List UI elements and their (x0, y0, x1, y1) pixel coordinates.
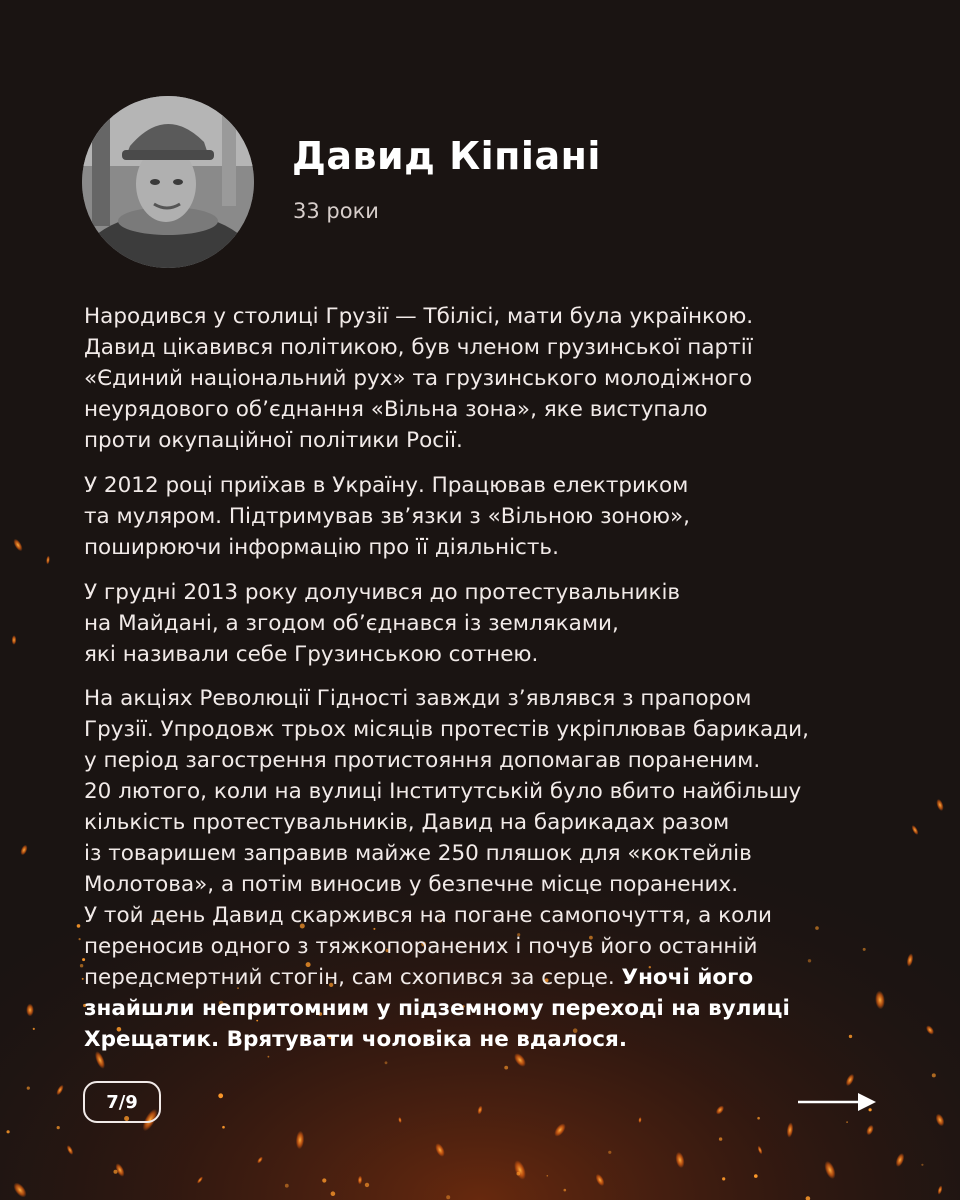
bio-paragraph-2 (84, 470, 690, 563)
bio-bold-line: Хрещатик. Врятувати чоловіка не вдалося. (84, 1027, 628, 1052)
bio-line: переносив одного з тяжкопоранених і почув його останній (84, 934, 758, 959)
person-age: 33 роки (293, 199, 379, 223)
bio-line: На акціях Революції Гідності завжди з’являвся з прапором (84, 686, 752, 711)
bio-line: Давид цікавився політикою, був членом грузинської партії (84, 335, 753, 360)
page-indicator: 7/9 (83, 1081, 161, 1123)
bio-line: на Майдані, а згодом об’єднався із земляками, (84, 611, 619, 636)
bio-line-mixed (84, 962, 809, 993)
bio-paragraph-4 (84, 683, 809, 1055)
bio-line: у період загострення протистояння допомагав пораненим. (84, 748, 761, 773)
bio-bold-line: знайшли непритомним у підземному переході на вулиці (84, 996, 790, 1021)
bio-paragraph-3 (84, 577, 680, 670)
avatar (82, 96, 254, 268)
portrait-image (82, 96, 254, 268)
bio-line: які називали себе Грузинською сотнею. (84, 642, 539, 667)
bio-line: неурядового об’єднання «Вільна зона», яке виступало (84, 397, 708, 422)
bio-line: та муляром. Підтримував зв’язки з «Вільною зоною», (84, 504, 690, 529)
person-name: Давид Кіпіані (292, 134, 601, 178)
bio-line: У грудні 2013 року долучився до протестувальників (84, 580, 681, 605)
bio-line: Народився у столиці Грузії — Тбілісі, мати була українкою. (84, 304, 754, 329)
bio-bold-text: Уночі його (621, 965, 754, 990)
arrow-right-icon[interactable] (796, 1089, 880, 1115)
bio-line: поширюючи інформацію про її діяльність. (84, 535, 559, 560)
bio-line: проти окупаційної політики Росії. (84, 428, 463, 453)
bio-line: 20 лютого, коли на вулиці Інститутській було вбито найбільшу (84, 779, 802, 804)
bio-text: передсмертний стогін, сам схопився за серце. (84, 965, 622, 990)
bio-line: Молотова», а потім виносив у безпечне місце поранених. (84, 872, 739, 897)
bio-line: кількість протестувальників, Давид на барикадах разом (84, 810, 730, 835)
bio-line: Грузії. Упродовж трьох місяців протестів укріплював барикади, (84, 717, 809, 742)
bio-line: із товаришем заправив майже 250 пляшок для «коктейлів (84, 841, 752, 866)
bio-line: «Єдиний національний рух» та грузинського молодіжного (84, 366, 753, 391)
bio-line: У 2012 році приїхав в Україну. Працював електриком (84, 473, 689, 498)
bio-line: У той день Давид скаржився на погане самопочуття, а коли (84, 903, 773, 928)
bio-paragraph-1 (84, 301, 753, 456)
